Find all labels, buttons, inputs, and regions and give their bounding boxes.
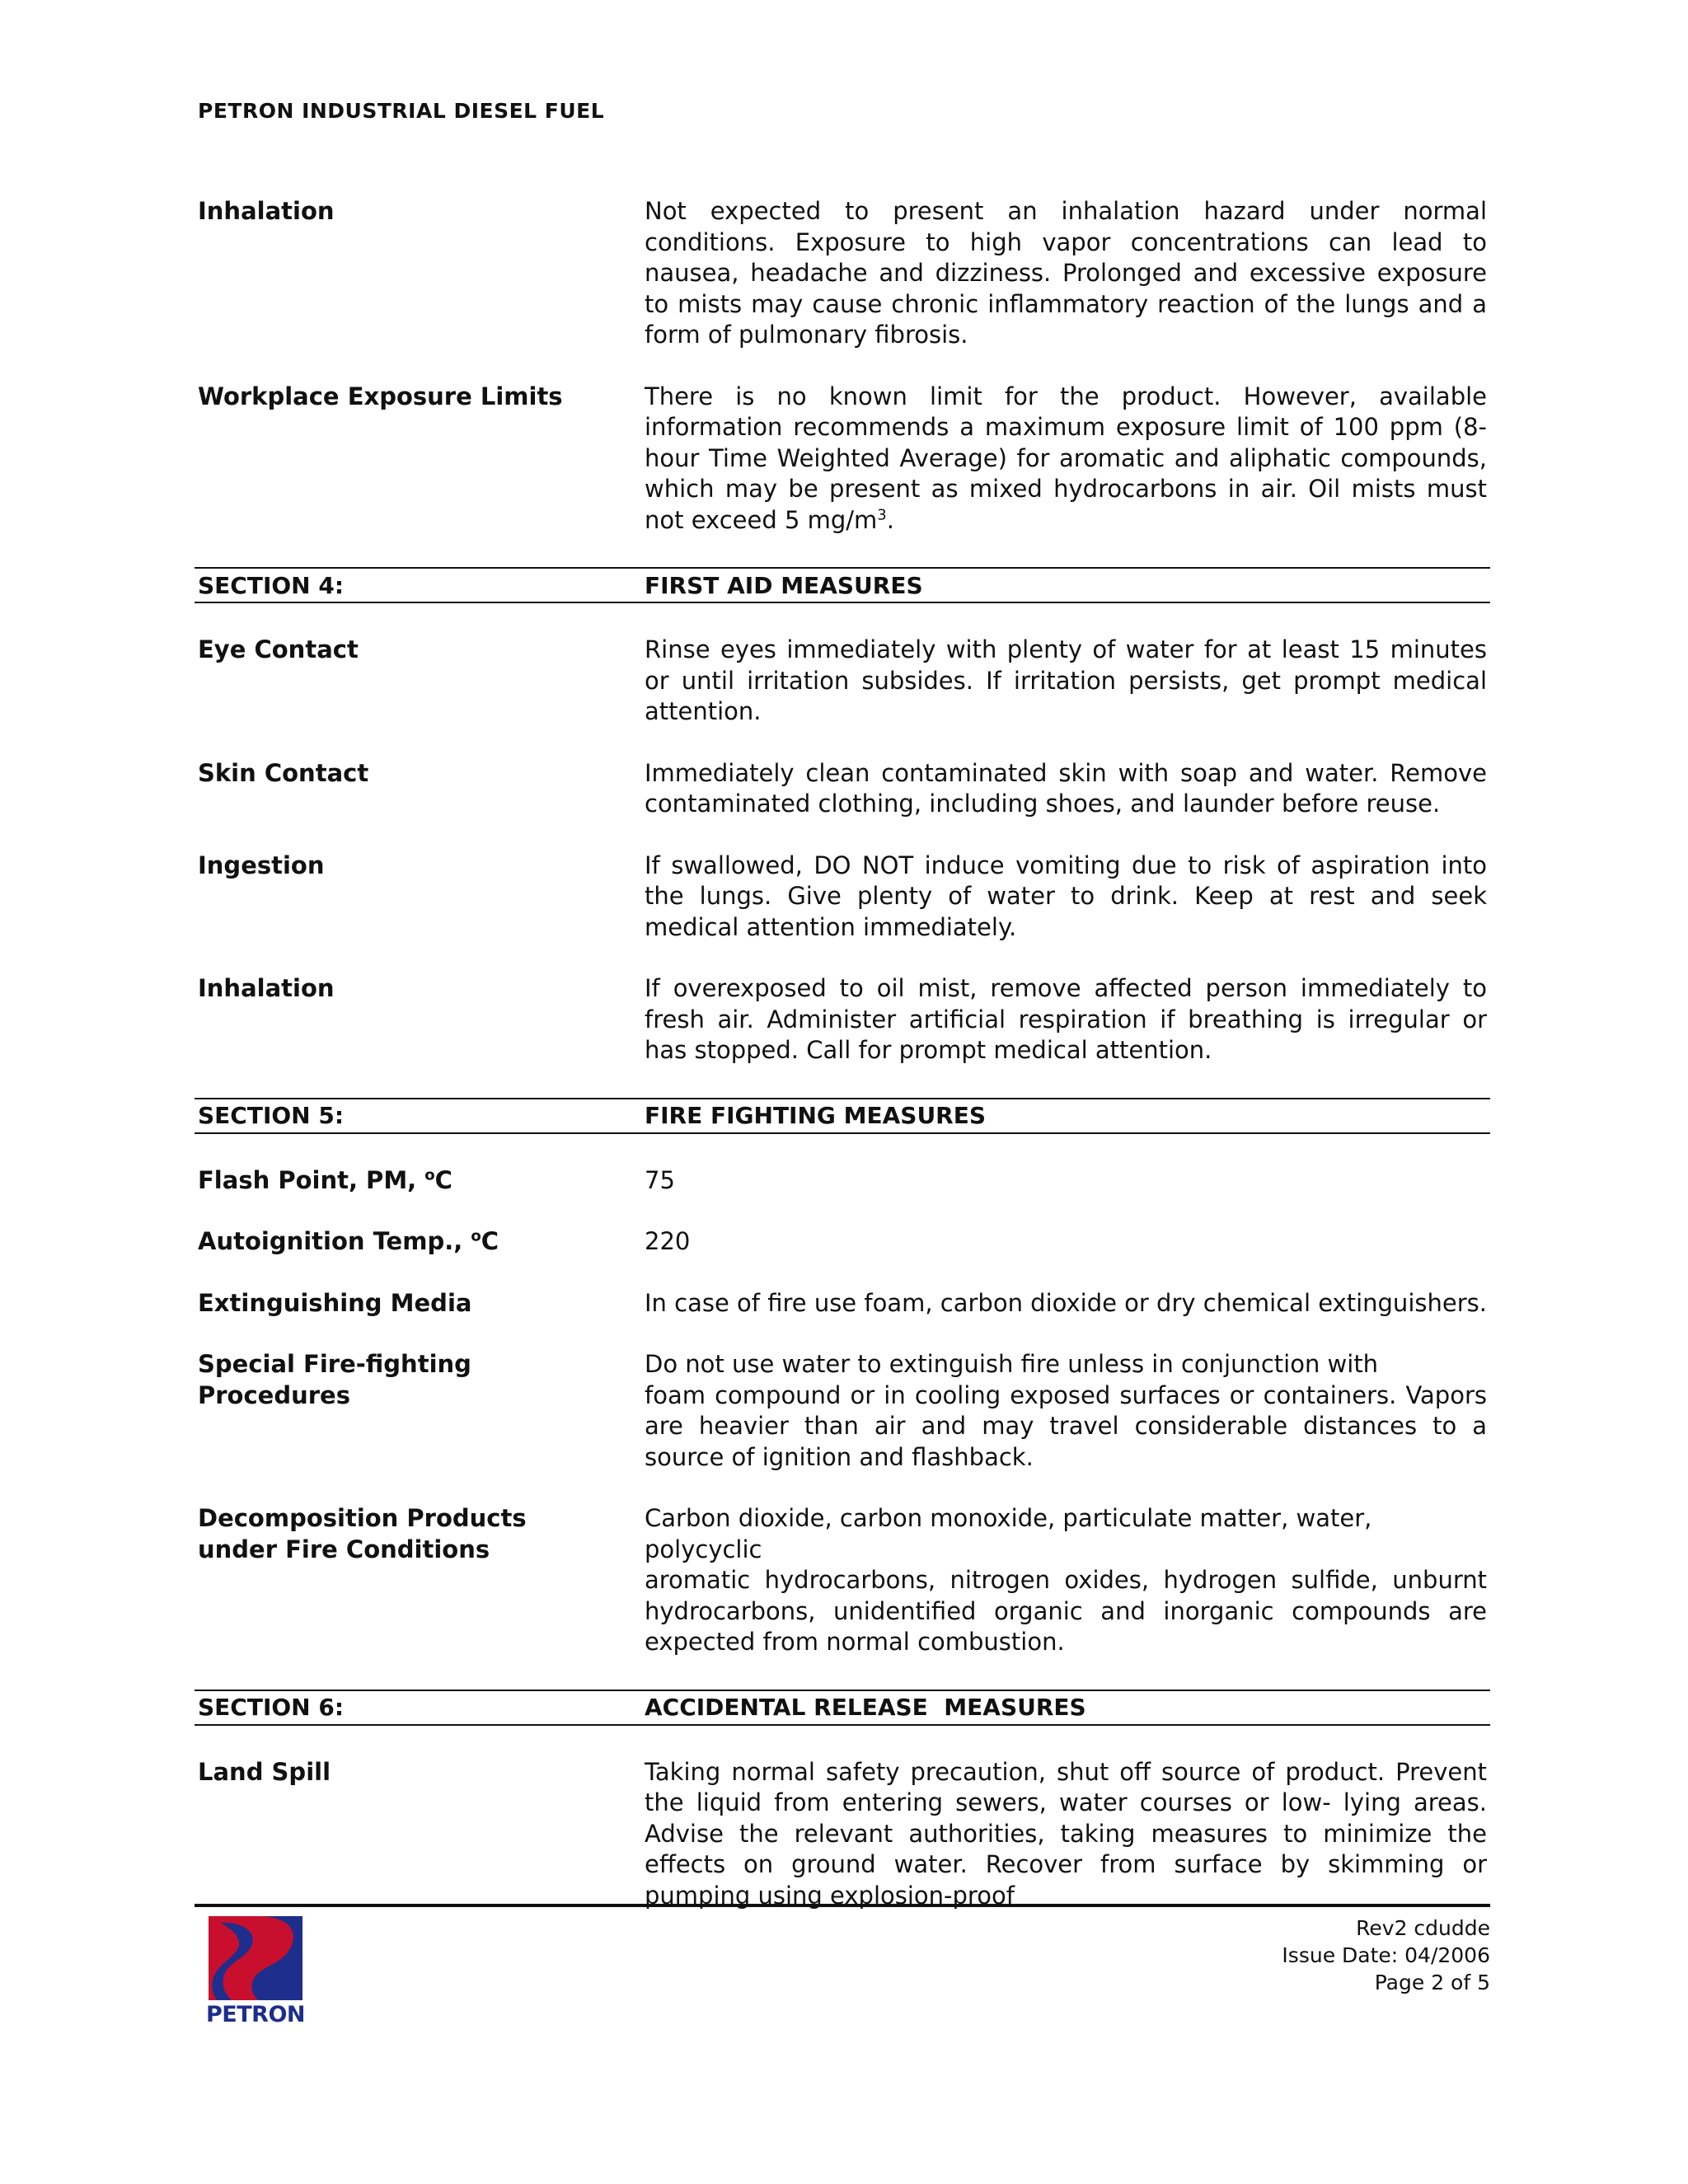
petron-logo xyxy=(206,1916,305,2027)
row-decomposition-products xyxy=(195,1503,1490,1658)
label-unit: C xyxy=(434,1165,452,1194)
row-label: Eye Contact xyxy=(198,635,359,663)
label-text: Autoignition Temp., xyxy=(198,1227,471,1255)
row-label xyxy=(195,1503,645,1565)
document-content xyxy=(195,196,1490,1942)
label-line: Decomposition Products xyxy=(198,1504,527,1532)
row-extinguishing-media xyxy=(195,1288,1490,1319)
revision-label: Rev2 cdudde xyxy=(1356,1916,1490,1940)
row-inhalation-hazard xyxy=(195,196,1490,351)
issue-date: Issue Date: 04/2006 xyxy=(1282,1943,1490,1967)
degree-superscript: o xyxy=(471,1227,481,1245)
value-text: foam compound or in cooling exposed surfaces or containers. Vapors are heavier than air and may travel considerable distances to a source of ignition and flashback. xyxy=(645,1380,1487,1471)
section-6-header xyxy=(195,1690,1490,1726)
row-value: Not expected to present an inhalation hazard under normal conditions. Exposure to high vapor concentrations can lead to nausea, headache and dizziness. Prolonged and excessive exposure to mists may cause chronic inflammatory reaction of the lungs and a form of pulmonary fibrosis. xyxy=(645,197,1487,349)
footer-divider xyxy=(195,1904,1490,1907)
section-title: FIRST AID MEASURES xyxy=(645,571,923,599)
row-land-spill xyxy=(195,1757,1490,1912)
label-line: Procedures xyxy=(198,1380,350,1409)
row-label: Ingestion xyxy=(198,851,325,879)
superscript: 3 xyxy=(877,505,887,523)
row-value: In case of fire use foam, carbon dioxide or dry chemical extinguishers. xyxy=(645,1288,1487,1317)
row-value xyxy=(645,1349,1487,1473)
row-value: Immediately clean contaminated skin with soap and water. Remove contaminated clothing, including shoes, and launder before reuse. xyxy=(645,758,1487,818)
value-line: Carbon dioxide, carbon monoxide, particulate matter, water, polycyclic xyxy=(645,1504,1372,1563)
row-value xyxy=(645,382,1487,537)
section-4-header xyxy=(195,567,1490,603)
row-value xyxy=(645,1503,1487,1658)
section-title: ACCIDENTAL RELEASE MEASURES xyxy=(645,1694,1086,1721)
row-value: If overexposed to oil mist, remove affected person immediately to fresh air. Administer artificial respiration if breathing is irregular or has stopped. Call for prompt medical attention. xyxy=(645,974,1487,1064)
row-value: Taking normal safety precaution, shut off source of product. Prevent the liquid from entering sewers, water courses or low- lying areas. Advise the relevant authorities, taking measures to minimize the effects on ground water. Recover from surface by skimming or pumping using explosion-proof xyxy=(645,1757,1487,1910)
row-label xyxy=(195,1226,645,1258)
row-inhalation-first-aid xyxy=(195,973,1490,1066)
logo-wordmark: PETRON xyxy=(206,2002,305,2027)
row-label xyxy=(195,1165,645,1197)
degree-superscript: o xyxy=(424,1165,435,1183)
row-value: Rinse eyes immediately with plenty of water for at least 15 minutes or until irritation subsides. If irritation persists, get prompt medical attention. xyxy=(645,635,1487,725)
row-eye-contact xyxy=(195,635,1490,728)
row-label: Inhalation xyxy=(198,974,335,1002)
document-footer-info xyxy=(1282,1915,1490,1996)
row-ingestion xyxy=(195,851,1490,944)
label-line: under Fire Conditions xyxy=(198,1535,490,1563)
section-5-header xyxy=(195,1098,1490,1134)
row-label: Land Spill xyxy=(198,1757,331,1786)
row-skin-contact xyxy=(195,758,1490,820)
label-text: Flash Point, PM, xyxy=(198,1165,425,1194)
row-label xyxy=(195,1349,645,1411)
exposure-text-end: . xyxy=(886,505,894,534)
row-label: Extinguishing Media xyxy=(198,1288,472,1317)
section-number: SECTION 4: xyxy=(198,571,345,599)
value-line: Do not use water to extinguish fire unless in conjunction with xyxy=(645,1350,1379,1378)
row-autoignition xyxy=(195,1226,1490,1258)
label-unit: C xyxy=(481,1227,499,1255)
row-label: Inhalation xyxy=(198,197,335,225)
petron-logo-icon xyxy=(209,1916,302,2000)
section-number: SECTION 5: xyxy=(198,1102,345,1129)
section-title: FIRE FIGHTING MEASURES xyxy=(645,1102,987,1129)
label-line: Special Fire-fighting xyxy=(198,1350,471,1378)
row-label: Workplace Exposure Limits xyxy=(198,382,563,410)
row-value: 75 xyxy=(645,1165,675,1194)
row-special-procedures xyxy=(195,1349,1490,1473)
row-value: If swallowed, DO NOT induce vomiting due to risk of aspiration into the lungs. Give plenty of water to drink. Keep at rest and seek medical attention immediately. xyxy=(645,851,1487,941)
row-workplace-exposure-limits xyxy=(195,382,1490,537)
row-label: Skin Contact xyxy=(198,758,369,787)
row-value: 220 xyxy=(645,1227,691,1255)
exposure-text: There is no known limit for the product. However, available information recommends a maximum exposure limit of 100 ppm (8-hour Time Weighted Average) for aromatic and aliphatic compounds, which may be present as mixed hydrocarbons in air. Oil mists must not exceed 5 mg/m xyxy=(645,382,1487,534)
document-header: PETRON INDUSTRIAL DIESEL FUEL xyxy=(198,99,605,123)
row-flash-point xyxy=(195,1165,1490,1197)
section-number: SECTION 6: xyxy=(198,1694,345,1721)
page-number: Page 2 of 5 xyxy=(1374,1971,1490,1994)
value-text: aromatic hydrocarbons, nitrogen oxides, hydrogen sulfide, unburnt hydrocarbons, unidentified organic and inorganic compounds are expected from normal combustion. xyxy=(645,1566,1487,1656)
